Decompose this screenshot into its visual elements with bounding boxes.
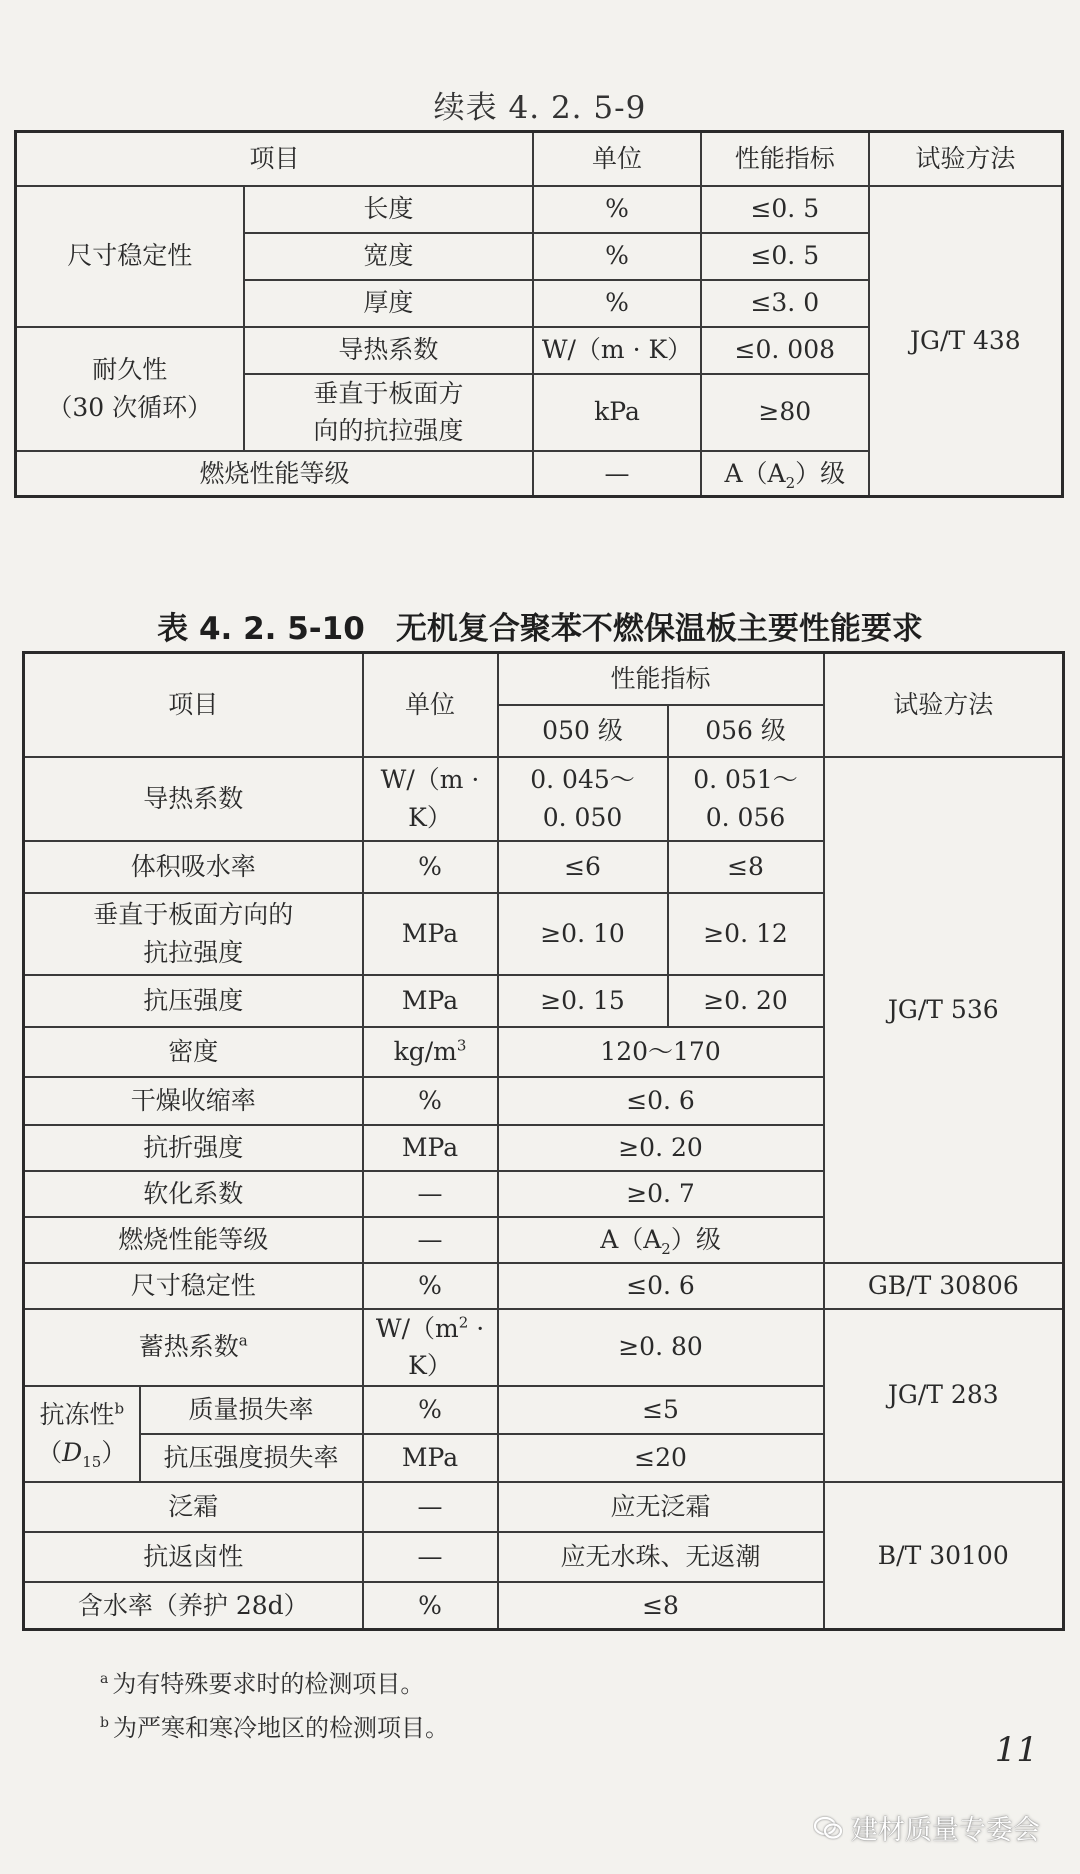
- compressive-g2: ≥0. 20: [668, 975, 824, 1027]
- fire-label: 燃烧性能等级: [16, 451, 534, 497]
- table2-caption: 表 4. 2. 5-10 无机复合聚苯不燃保温板主要性能要求: [157, 611, 923, 647]
- frost-group: 抗冻性$^b$ $(D_{15})$: [24, 1386, 140, 1482]
- header-spec: 性能指标: [498, 653, 824, 705]
- water-abs-g2: ≤8: [668, 841, 824, 893]
- thermal-label: 导热系数: [24, 757, 363, 841]
- durability-line2: （30 次循环）: [47, 392, 213, 422]
- moisture-value: ≤8: [498, 1582, 824, 1630]
- footnote-b: $^b$ 为严寒和寒冷地区的检测项目。: [100, 1714, 449, 1742]
- water-abs-unit: %: [363, 841, 498, 893]
- thickness-unit: %: [533, 280, 701, 327]
- anti-halogen-label: 抗返卤性: [24, 1532, 363, 1582]
- header-unit: 单位: [363, 653, 498, 757]
- dim-stability-value: ≤0. 6: [498, 1263, 824, 1309]
- thermal-g2: 0. 051～ 0. 056: [668, 757, 824, 841]
- watermark-text: 建材质量专委会: [851, 1815, 1040, 1846]
- anti-halogen-unit: —: [363, 1532, 498, 1582]
- density-unit: $kg/m^3$: [363, 1027, 498, 1077]
- thermal-g1: 0. 045～ 0. 050: [498, 757, 668, 841]
- method-jgt536: JG/T 536: [824, 757, 1064, 1263]
- compressive-unit: MPa: [363, 975, 498, 1027]
- fire-value: $A(A_2)$级: [701, 451, 869, 497]
- thickness-label: 厚度: [244, 280, 534, 327]
- width-value: ≤0. 5: [701, 233, 869, 280]
- page-number: 11: [994, 1730, 1038, 1770]
- water-abs-g1: ≤6: [498, 841, 668, 893]
- table1-caption: 续表 4. 2. 5-9: [433, 90, 647, 126]
- compressive-label: 抗压强度: [24, 975, 363, 1027]
- header-item: 项目: [16, 132, 534, 186]
- length-unit: %: [533, 186, 701, 233]
- flexural-value: ≥0. 20: [498, 1125, 824, 1171]
- header-unit: 单位: [533, 132, 701, 186]
- dim-stability-group: 尺寸稳定性: [16, 186, 244, 327]
- fire-label: 燃烧性能等级: [24, 1217, 363, 1263]
- method-gbt30806: GB/T 30806: [824, 1263, 1064, 1309]
- thermal-unit: W/（m · K）: [363, 757, 498, 841]
- heat-storage-label: 蓄热系数$^a$: [24, 1309, 363, 1386]
- softening-label: 软化系数: [24, 1171, 363, 1217]
- durability-group: [16, 327, 244, 451]
- dim-stability-label: 尺寸稳定性: [24, 1263, 363, 1309]
- tensile-g2: ≥0. 12: [668, 893, 824, 975]
- method-bt30100: B/T 30100: [824, 1482, 1064, 1630]
- compressive-g1: ≥0. 15: [498, 975, 668, 1027]
- method-cell: JG/T 438: [869, 186, 1063, 497]
- header-grade-050: 050 级: [498, 705, 668, 757]
- width-label: 宽度: [244, 233, 534, 280]
- density-value: 120～170: [498, 1027, 824, 1077]
- method-jgt283: JG/T 283: [824, 1309, 1064, 1482]
- fire-value: $A(A_2)$级: [498, 1217, 824, 1263]
- efflorescence-label: 泛霜: [24, 1482, 363, 1532]
- moisture-unit: %: [363, 1582, 498, 1630]
- header-spec: 性能指标: [701, 132, 869, 186]
- header-method: 试验方法: [869, 132, 1063, 186]
- strength-loss-unit: MPa: [363, 1434, 498, 1482]
- heat-storage-unit: $W/(m^2 \cdot K)$: [363, 1309, 498, 1386]
- header-grade-056: 056 级: [668, 705, 824, 757]
- wechat-icon: [813, 1815, 843, 1841]
- thermal-label: 导热系数: [244, 327, 534, 374]
- watermark: [813, 1808, 1040, 1847]
- tensile-label-line1: 垂直于板面方: [313, 378, 464, 408]
- heat-storage-value: ≥0. 80: [498, 1309, 824, 1386]
- tensile-unit: MPa: [363, 893, 498, 975]
- mass-loss-value: ≤5: [498, 1386, 824, 1434]
- tensile-label: 垂直于板面方向的 抗拉强度: [24, 893, 363, 975]
- durability-line1: 耐久性: [92, 355, 168, 384]
- strength-loss-label: 抗压强度损失率: [140, 1434, 363, 1482]
- thermal-unit: W/（m · K）: [533, 327, 701, 374]
- thermal-value: ≤0. 008: [701, 327, 869, 374]
- tensile-label: [244, 374, 534, 451]
- strength-loss-value: ≤20: [498, 1434, 824, 1482]
- softening-unit: —: [363, 1171, 498, 1217]
- width-unit: %: [533, 233, 701, 280]
- header-method: 试验方法: [824, 653, 1064, 757]
- length-label: 长度: [244, 186, 534, 233]
- density-label: 密度: [24, 1027, 363, 1077]
- tensile-g1: ≥0. 10: [498, 893, 668, 975]
- table-4-2-5-9: [14, 130, 1064, 498]
- efflorescence-unit: —: [363, 1482, 498, 1532]
- flexural-label: 抗折强度: [24, 1125, 363, 1171]
- tensile-unit: kPa: [533, 374, 701, 451]
- tensile-value: ≥80: [701, 374, 869, 451]
- anti-halogen-value: 应无水珠、无返潮: [498, 1532, 824, 1582]
- water-abs-label: 体积吸水率: [24, 841, 363, 893]
- header-item: 项目: [24, 653, 363, 757]
- efflorescence-value: 应无泛霜: [498, 1482, 824, 1532]
- thickness-value: ≤3. 0: [701, 280, 869, 327]
- shrinkage-label: 干燥收缩率: [24, 1077, 363, 1125]
- shrinkage-unit: %: [363, 1077, 498, 1125]
- footnotes: [100, 1662, 449, 1750]
- flexural-unit: MPa: [363, 1125, 498, 1171]
- table-4-2-5-10: [22, 651, 1065, 1631]
- softening-value: ≥0. 7: [498, 1171, 824, 1217]
- shrinkage-value: ≤0. 6: [498, 1077, 824, 1125]
- footnote-a: $^a$ 为有特殊要求时的检测项目。: [100, 1670, 425, 1698]
- moisture-label: 含水率（养护 28d）: [24, 1582, 363, 1630]
- tensile-label-line2: 向的抗拉强度: [313, 416, 464, 445]
- mass-loss-label: 质量损失率: [140, 1386, 363, 1434]
- length-value: ≤0. 5: [701, 186, 869, 233]
- fire-unit: —: [363, 1217, 498, 1263]
- mass-loss-unit: %: [363, 1386, 498, 1434]
- dim-stability-unit: %: [363, 1263, 498, 1309]
- fire-unit: —: [533, 451, 701, 497]
